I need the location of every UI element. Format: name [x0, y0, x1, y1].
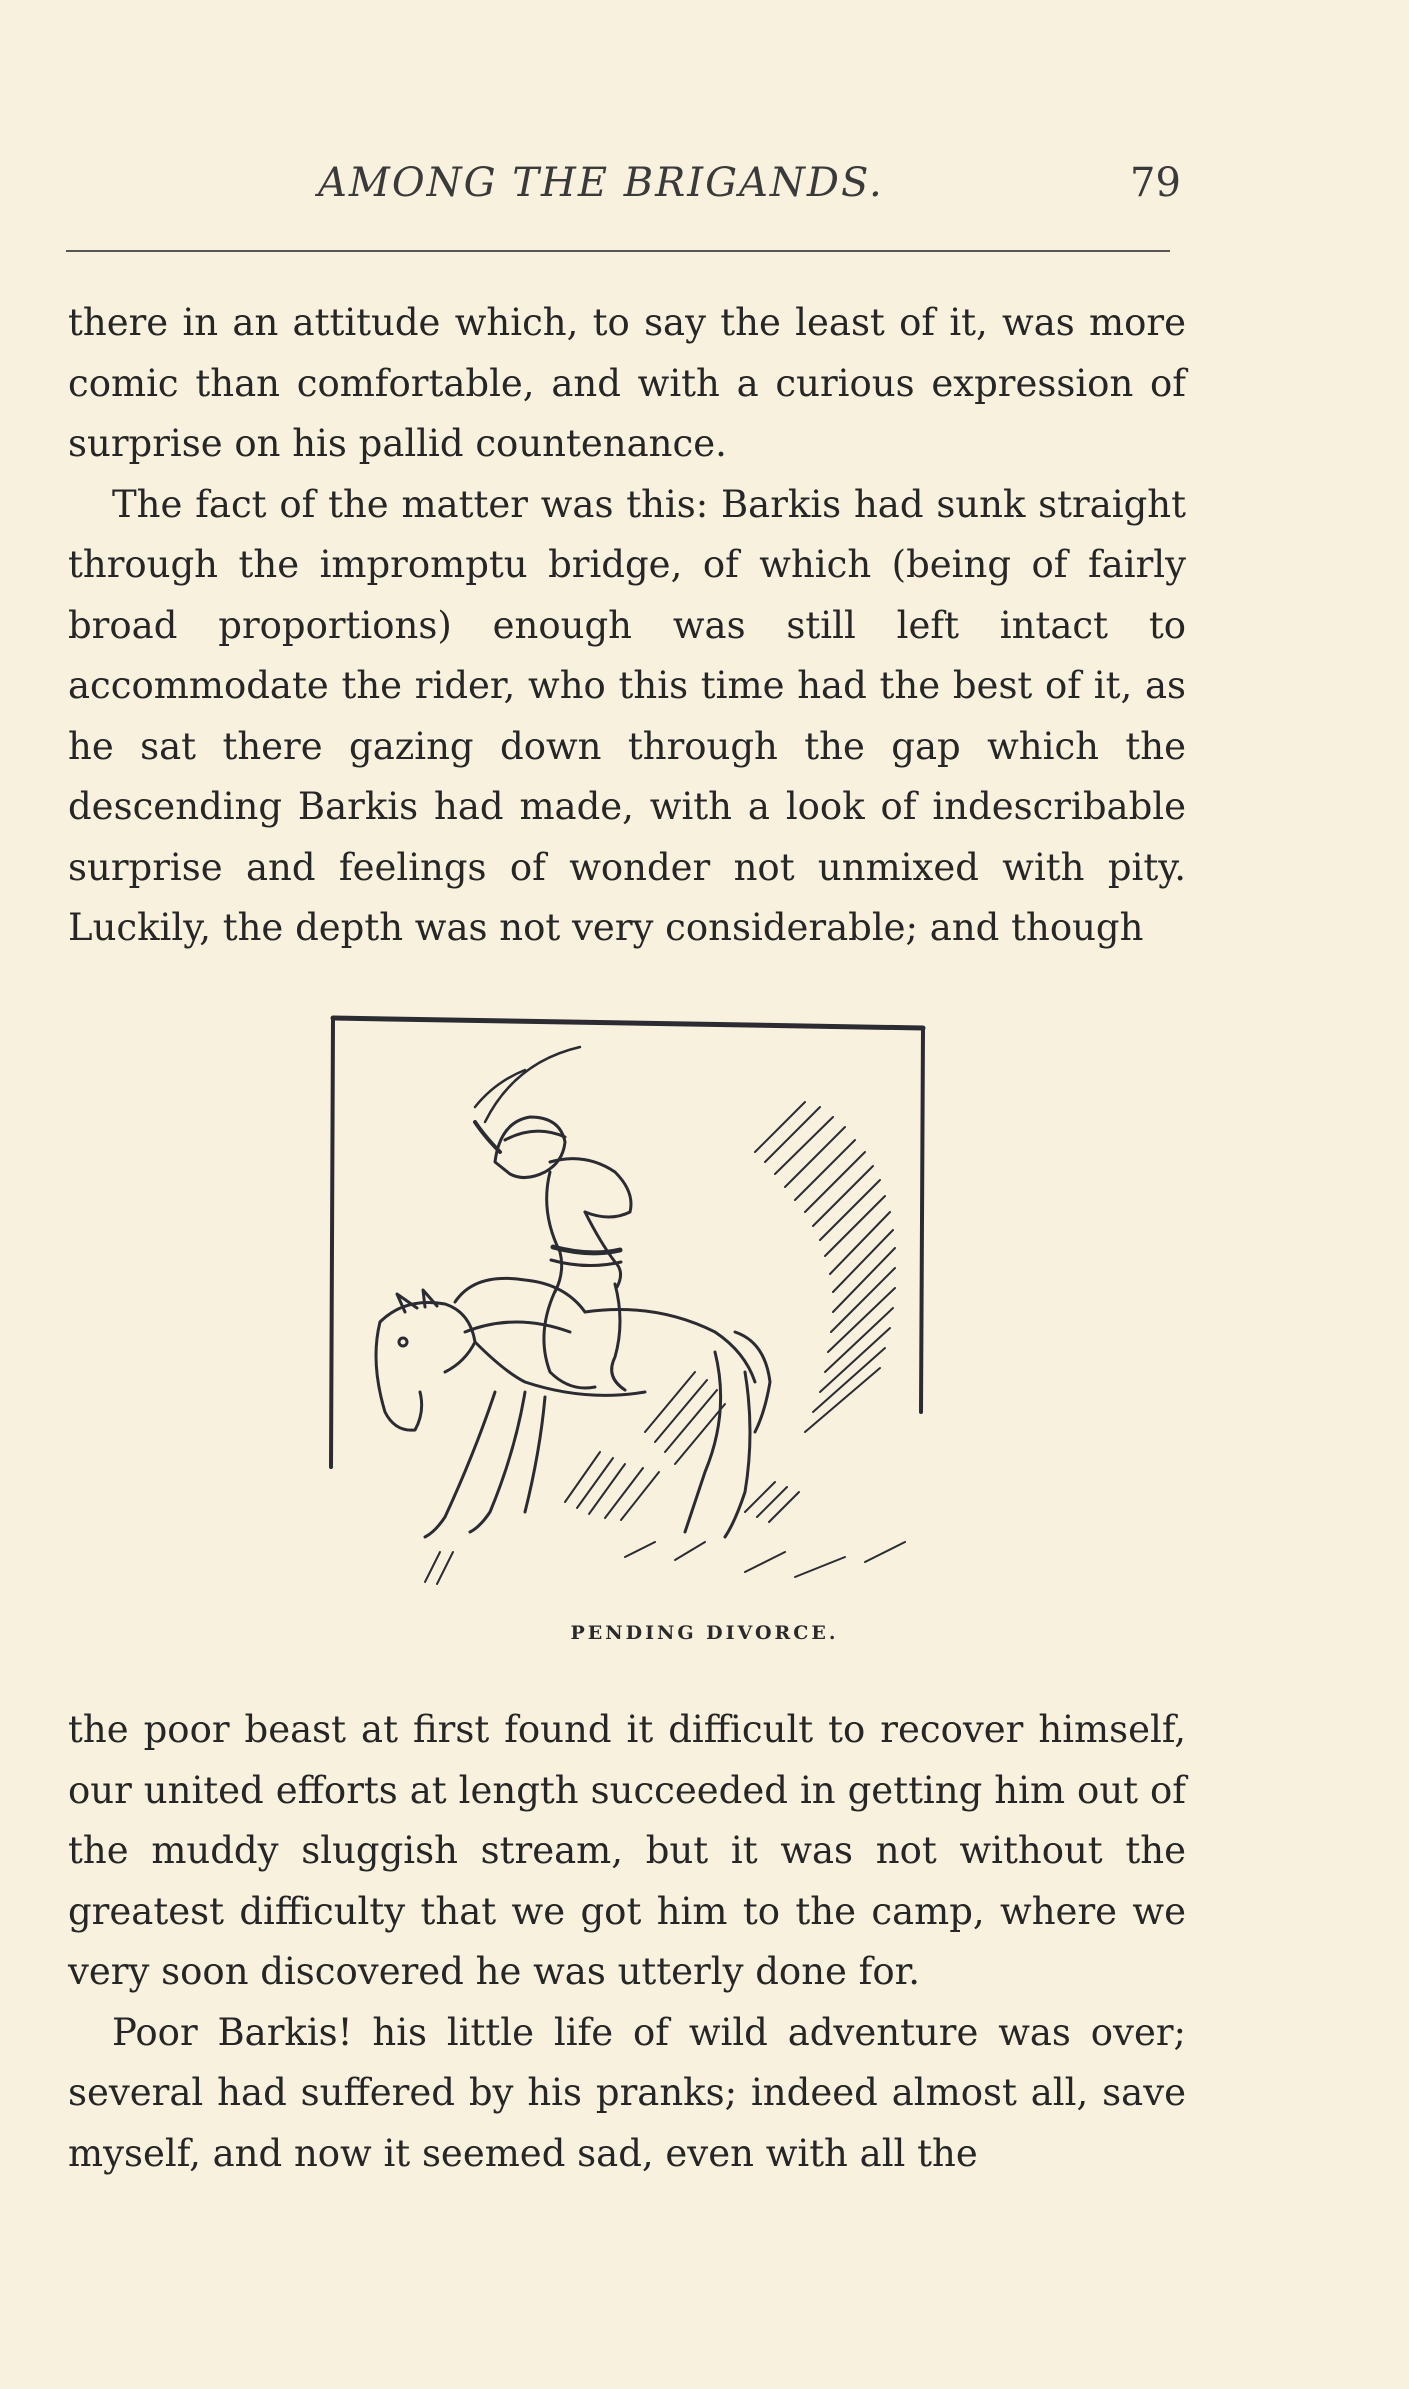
figure-caption: PENDING DIVORCE. — [570, 1622, 839, 1644]
header-rule — [66, 250, 1170, 252]
page-header — [0, 160, 1409, 220]
paragraph: there in an attitude which, to say the least of it, was more comic than comfortable, and with a curious expression of surprise on his pallid countenance. — [68, 301, 1186, 465]
illustration-pending-divorce — [325, 1012, 930, 1600]
page-number: 79 — [1130, 160, 1181, 206]
horse-and-rider-illustration — [325, 1012, 930, 1600]
body-text-top — [68, 293, 1186, 959]
paragraph: Poor Barkis! his little life of wild adventure was over; several had suffered by his pranks; indeed almost all, save myself, and now it seemed sad, even with all the — [68, 2010, 1186, 2175]
body-text-bottom — [68, 1700, 1186, 2184]
running-title: AMONG THE BRIGANDS. — [318, 160, 884, 206]
paragraph: the poor beast at first found it difficult to recover himself, our united efforts at length succeeded in getting him out of the muddy sluggish stream, but it was not without the greatest difficulty that we got him to the camp, where we very soon discovered he was utterly done for. — [68, 1708, 1186, 1993]
paragraph: The fact of the matter was this: Barkis had sunk straight through the impromptu bridge, of which (being of fairly broad proportions) enough was still left intact to accommodate the rider, who this time had the best of it, as he sat there gazing down through the gap which the descending Barkis had made, with a look of indescribable surprise and feelings of wonder not unmixed with pity. Luckily, the depth was not very considerable; and though — [68, 482, 1186, 949]
